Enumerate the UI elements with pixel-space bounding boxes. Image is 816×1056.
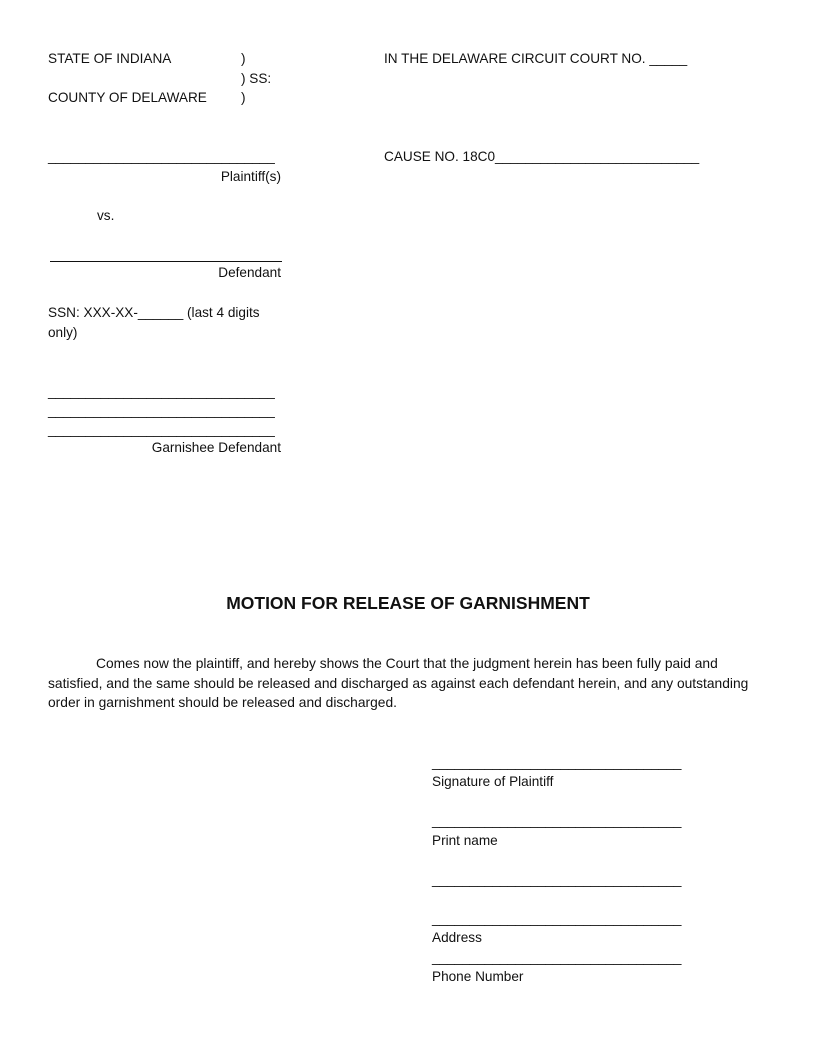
- body-text: Comes now the plaintiff, and hereby shows the Court that the judgment herein has been fully paid and satisfied, and the same should be released and discharged as against each defendant herein, and any outstanding order in garnishment should be released and discharged.: [48, 656, 749, 710]
- defendant-label: Defendant: [218, 265, 281, 280]
- address-blank-2[interactable]: _________________________________: [432, 911, 682, 926]
- ssn-field[interactable]: SSN: XXX-XX-______ (last 4 digits: [48, 305, 260, 320]
- garnishee-blank-3[interactable]: ______________________________: [48, 422, 275, 437]
- plaintiff-label: Plaintiff(s): [220, 169, 281, 184]
- state-label: STATE OF INDIANA: [48, 51, 172, 66]
- garnishee-blank-2[interactable]: ______________________________: [48, 403, 275, 418]
- phone-label: Phone Number: [432, 969, 524, 984]
- signature-label: Signature of Plaintiff: [432, 774, 554, 789]
- print-name-blank[interactable]: _________________________________: [432, 813, 682, 828]
- signature-blank[interactable]: _________________________________: [432, 755, 682, 770]
- vs-label: vs.: [97, 208, 115, 223]
- ssn-field-cont: only): [48, 325, 78, 340]
- county-label: COUNTY OF DELAWARE: [48, 90, 207, 105]
- print-name-label: Print name: [432, 833, 498, 848]
- address-label: Address: [432, 930, 482, 945]
- plaintiff-blank[interactable]: ______________________________: [48, 149, 275, 164]
- phone-blank[interactable]: _________________________________: [432, 950, 682, 965]
- body-paragraph: [48, 654, 772, 713]
- ss-label: ) SS:: [241, 71, 272, 86]
- garnishee-blank-1[interactable]: ______________________________: [48, 384, 275, 399]
- caption-paren-3: ): [241, 90, 246, 105]
- document-title: MOTION FOR RELEASE OF GARNISHMENT: [226, 593, 590, 613]
- address-blank-1[interactable]: _________________________________: [432, 872, 682, 887]
- cause-number: CAUSE NO. 18C0___________________________: [384, 149, 700, 164]
- garnishee-label: Garnishee Defendant: [151, 440, 281, 455]
- caption-paren-1: ): [241, 51, 246, 66]
- defendant-line[interactable]: [50, 261, 282, 262]
- court-heading: IN THE DELAWARE CIRCUIT COURT NO. _____: [384, 51, 688, 66]
